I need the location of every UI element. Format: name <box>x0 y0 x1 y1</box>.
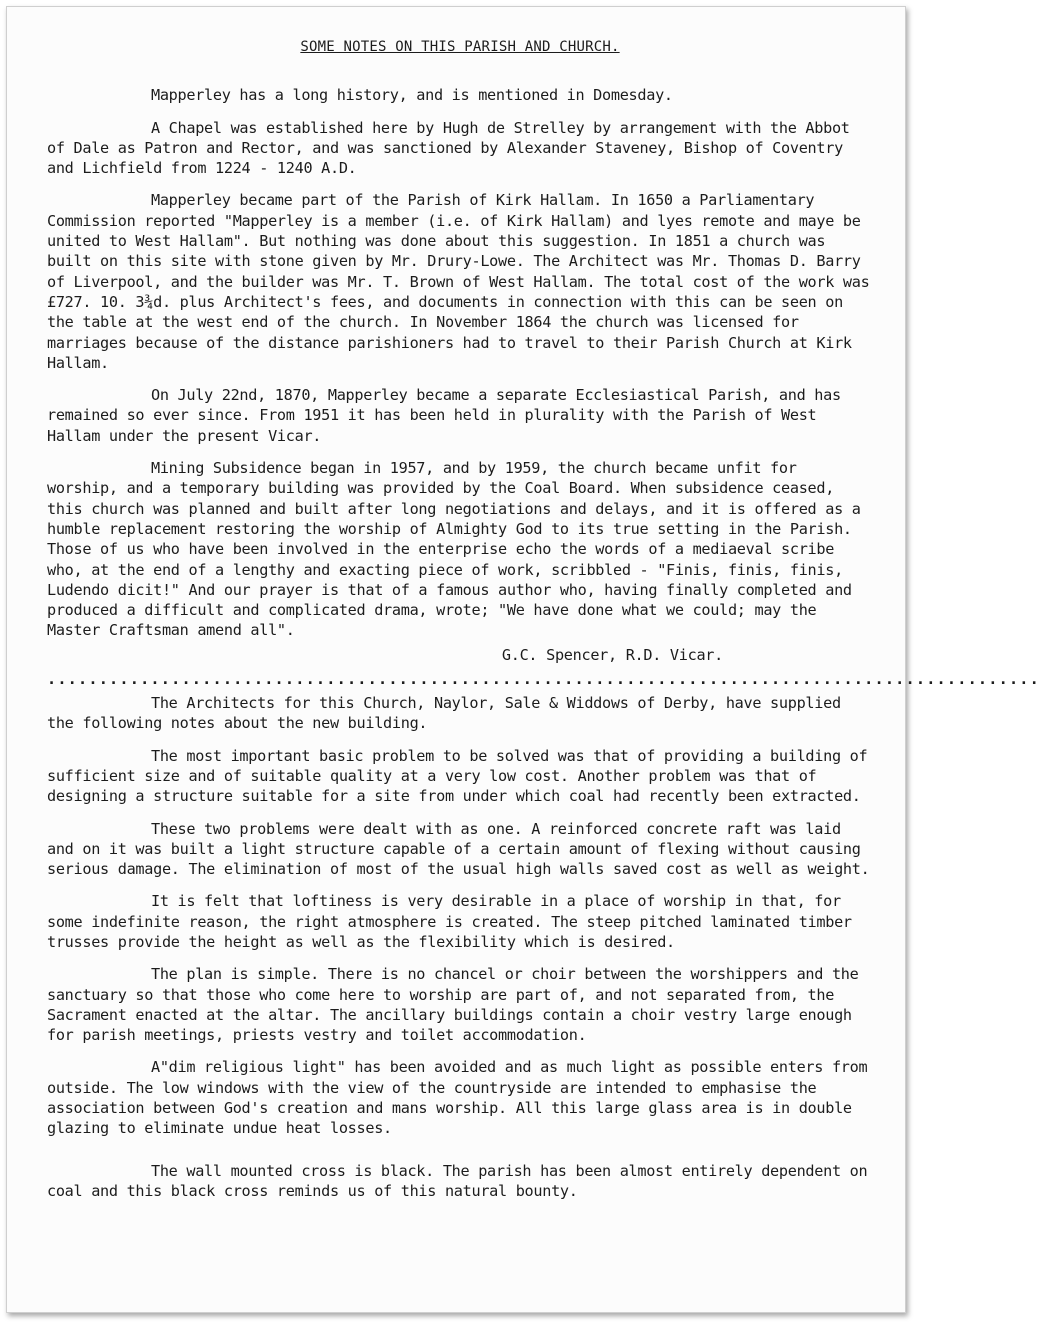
document-title: SOME NOTES ON THIS PARISH AND CHURCH. <box>300 39 620 55</box>
paragraph-separate-parish: On July 22nd, 1870, Mapperley became a separate Ecclesiastical Parish, and has remained so ever since. From 1951 it has been held in plurality with the Parish of West Hallam under the present Vicar. <box>47 386 841 445</box>
paragraph-loftiness: It is felt that loftiness is very desirable in a place of worship in that, for some indefinite reason, the right atmosphere is created. The steep pitched laminated timber trusses provide the height as well as the flexibility which is desired. <box>47 892 852 951</box>
paragraph-concrete-raft: These two problems were dealt with as one. A reinforced concrete raft was laid and on it was built a light structure capable of a certain amount of flexing without causing serious damage. The elimination of most of the usual high walls saved cost as well as weight. <box>47 819 870 879</box>
paragraph-chapel: A Chapel was established here by Hugh de Strelley by arrangement with the Abbot of Dale as Patron and Rector, and was sanctioned by Alexander Staveney, Bishop of Coventry and Lichfield from 1224 - 1240 A.D. <box>47 118 850 178</box>
paragraph-architects: The Architects for this Church, Naylor, Sale & Widdows of Derby, have supplied the following notes about the new building. <box>47 694 841 733</box>
paragraph-black-cross: The wall mounted cross is black. The parish has been almost entirely dependent on coal and this black cross reminds us of this natural bounty. <box>47 1161 868 1200</box>
paragraph-plan: The plan is simple. There is no chancel or choir between the worshippers and the sanctuary so that those who come here to worship are part of, and not separated from, the Sacrament enacted at the altar. The ancillary buildings contain a choir vestry large enough for parish meetings, priests vestry and toilet accommodation. <box>47 965 859 1045</box>
document-page <box>6 6 1040 1313</box>
vicar-signature: G.C. Spencer, R.D. Vicar. <box>501 645 723 664</box>
paragraph-domesday: Mapperley has a long history, and is mentioned in Domesday. <box>151 86 673 105</box>
paragraph-light: A"dim religious light" has been avoided and as much light as possible enters from outside. The low windows with the view of the countryside are intended to emphasise the association between God's creation and mans worship. All this large glass area is in double glazing to eliminate undue heat losses. <box>47 1058 868 1138</box>
paragraph-basic-problem: The most important basic problem to be solved was that of providing a building of sufficient size and of suitable quality at a very low cost. Another problem was that of designing a structure suitable for a site from under which coal had recently been extracted. <box>47 746 868 806</box>
document-body <box>47 37 1040 1213</box>
dotted-divider: ................................................................................................ <box>47 670 1040 689</box>
paragraph-subsidence: Mining Subsidence began in 1957, and by 1959, the church became unfit for worship, and a temporary building was provided by the Coal Board. When subsidence ceased, this church was planned and built after long negotiations and delays, and it is offered as a humble replacement restoring the worship of Almighty God to its true setting in the Parish. Those of us who have been involved in the enterprise echo the words of a mediaeval scribe who, at the end of a lengthy and exacting piece of work, scribbled - "Finis, finis, finis, Ludendo dicit!" And our prayer is that of a famous author who, having finally completed and produced a difficult and complicated drama, wrote; "We have done what we could; may the Master Craftsman amend all". <box>47 459 861 640</box>
paragraph-kirk-hallam: Mapperley became part of the Parish of Kirk Hallam. In 1650 a Parliamentary Commission reported "Mapperley is a member (i.e. of Kirk Hallam) and lyes remote and maye be united to West Hallam". But nothing was done about this suggestion. In 1851 a church was built on this site with stone given by Mr. Drury-Lowe. The Architect was Mr. Thomas D. Barry of Liverpool, and the builder was Mr. T. Brown of West Hallam. The total cost of the work was £727. 10. 3¾d. plus Architect's fees, and documents in connection with this can be seen on the table at the west end of the church. In November 1864 the church was licensed for marriages because of the distance parishioners had to travel to their Parish Church at Kirk Hallam. <box>47 191 870 372</box>
